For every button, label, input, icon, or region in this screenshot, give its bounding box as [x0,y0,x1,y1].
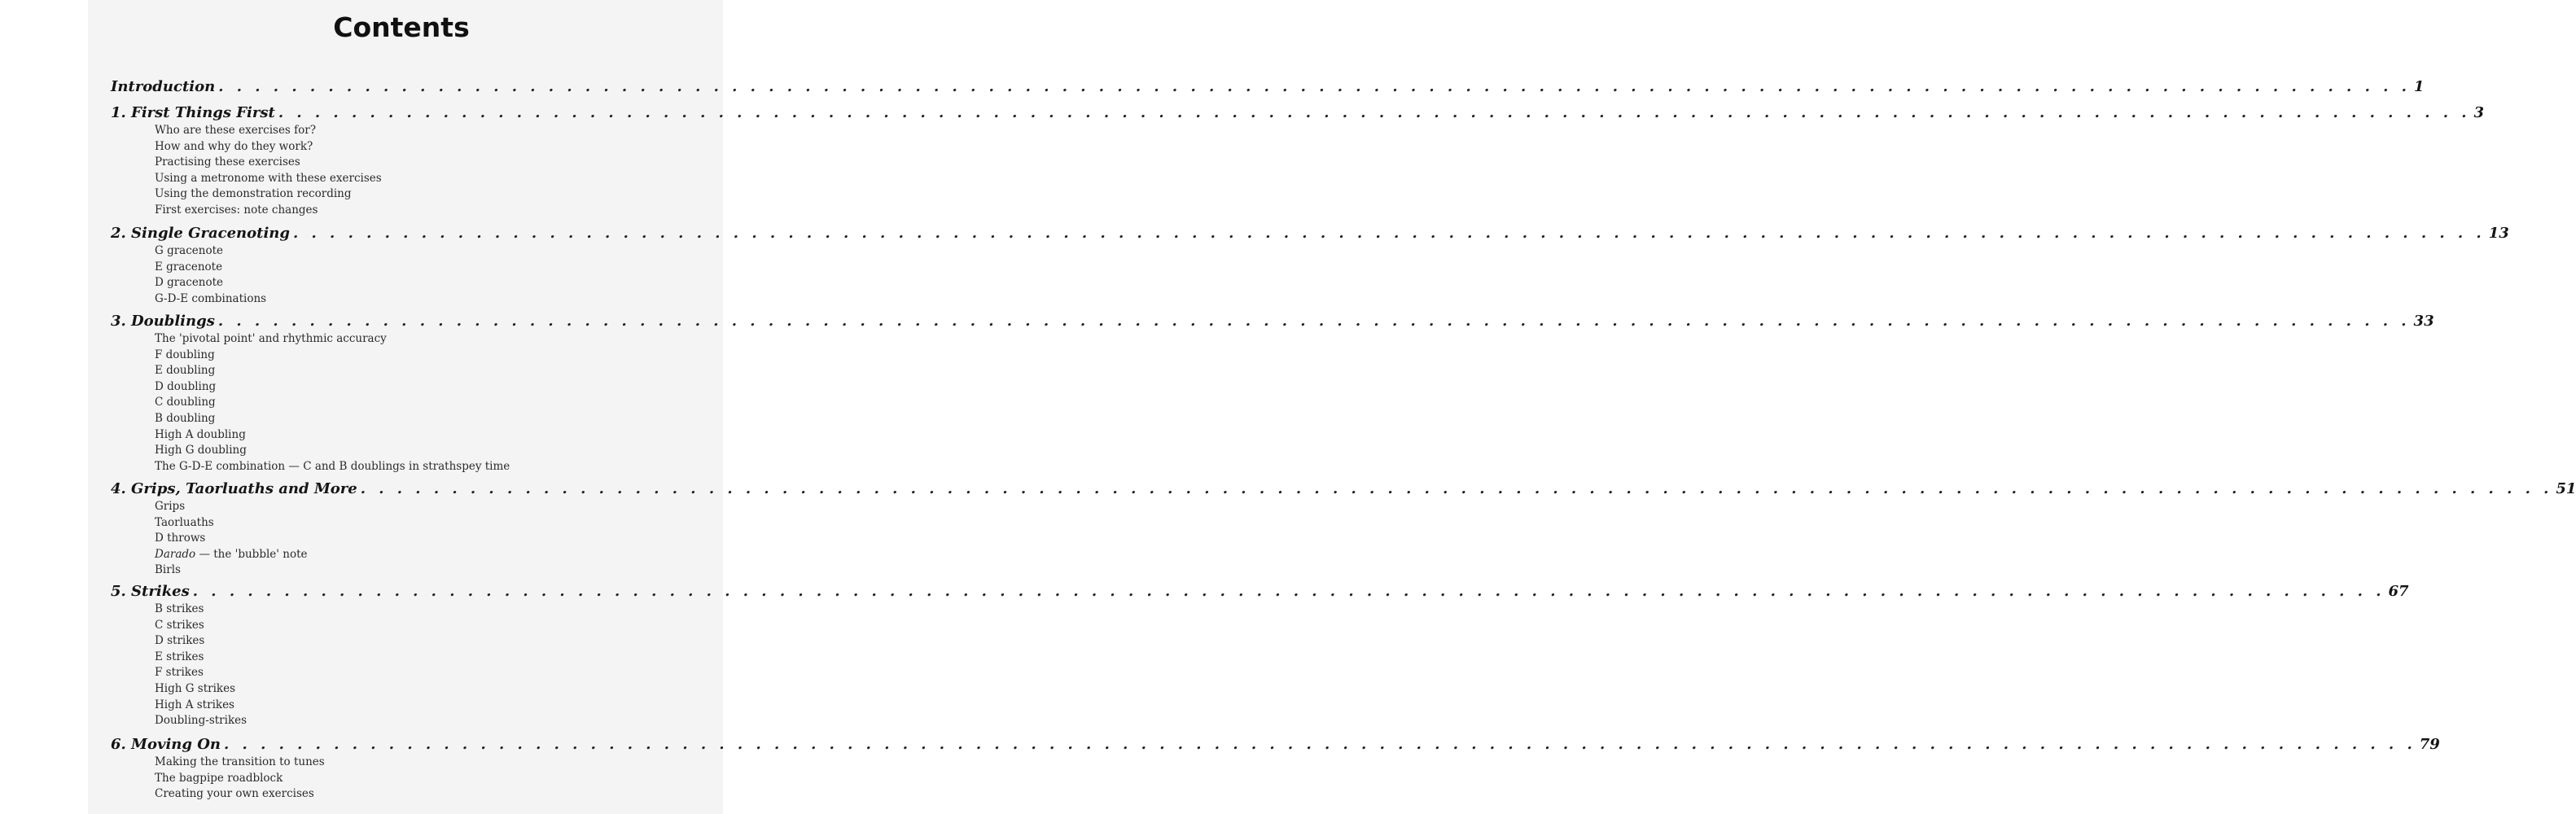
toc-chapter-entry[interactable] [111,78,2425,95]
toc-subsection: C strikes [155,618,204,632]
toc-chapter-entry[interactable] [111,313,2434,330]
toc-subsection: D throws [155,532,206,545]
toc-subsection: D doubling [155,379,217,393]
toc-subsection: Birls [155,563,181,577]
toc-subsection: Creating your own exercises [155,787,314,801]
dot-leader: . . . . . . . . . . . . . . . . . . . . . . . . . . . . . . . . . . . . . . . . . . . . . . . . . . . . . . . . . . . . . . . . . . . . . . . . . . . . . . . . . . . . . . . . . . . . . . . . . . . . . . . . . . . . . . . . . . . . . . . . [360,480,2553,497]
toc-subsection: F strikes [155,666,204,680]
chapter-title: 1. First Things First [111,104,275,121]
chapter-page-number: 33 [2413,313,2434,330]
toc-subsection: Who are these exercises for? [155,124,316,137]
toc-subsection: Darado — the 'bubble' note [155,547,308,561]
toc-subsection: How and why do they work? [155,139,313,153]
toc-subsection: E strikes [155,650,204,663]
toc-chapter-entry[interactable] [111,480,2576,497]
chapter-title: 5. Strikes [111,583,190,600]
toc-subsection: E doubling [155,364,216,378]
toc-subsection: Practising these exercises [155,155,300,169]
toc-subsection: D strikes [155,634,205,648]
chapter-title: 2. Single Gracenoting [111,225,290,242]
toc-subsection: E gracenote [155,260,223,274]
toc-subsection: B strikes [155,602,204,615]
chapter-title: 6. Moving On [111,736,221,753]
toc-subsection: First exercises: note changes [155,204,318,217]
dot-leader: . . . . . . . . . . . . . . . . . . . . . . . . . . . . . . . . . . . . . . . . . . . . . . . . . . . . . . . . . . . . . . . . . . . . . . . . . . . . . . . . . . . . . . . . . . . . . . . . . . . . . . . . . . . . . . . . . . . . . . . . [278,104,2471,121]
dot-leader: . . . . . . . . . . . . . . . . . . . . . . . . . . . . . . . . . . . . . . . . . . . . . . . . . . . . . . . . . . . . . . . . . . . . . . . . . . . . . . . . . . . . . . . . . . . . . . . . . . . . . . . . . . . . . . . . . . . . . . . . [218,78,2411,95]
chapter-page-number: 67 [2388,583,2409,600]
toc-chapter-entry[interactable] [111,583,2409,600]
toc-subsection: High A strikes [155,698,234,711]
chapter-page-number: 1 [2413,78,2425,95]
chapter-title: Introduction [111,78,216,95]
toc-chapter-entry[interactable] [111,736,2440,753]
toc-subsection: D gracenote [155,276,224,290]
toc-subsection: F doubling [155,348,215,361]
toc-subsection: The 'pivotal point' and rhythmic accuracy [155,332,387,345]
toc-subsection: The bagpipe roadblock [155,771,283,785]
chapter-page-number: 51 [2556,480,2576,497]
dot-leader: . . . . . . . . . . . . . . . . . . . . . . . . . . . . . . . . . . . . . . . . . . . . . . . . . . . . . . . . . . . . . . . . . . . . . . . . . . . . . . . . . . . . . . . . . . . . . . . . . . . . . . . . . . . . . . . . . . . . . . . . [292,225,2486,242]
toc-subsection: High G doubling [155,444,247,457]
chapter-page-number: 3 [2473,104,2485,121]
toc-subsection: The G-D-E combination — C and B doublings in strathspey time [155,459,510,473]
dot-leader: . . . . . . . . . . . . . . . . . . . . . . . . . . . . . . . . . . . . . . . . . . . . . . . . . . . . . . . . . . . . . . . . . . . . . . . . . . . . . . . . . . . . . . . . . . . . . . . . . . . . . . . . . . . . . . . . . . . . . . . . [192,583,2385,600]
page-title: Contents [333,11,470,43]
dot-leader: . . . . . . . . . . . . . . . . . . . . . . . . . . . . . . . . . . . . . . . . . . . . . . . . . . . . . . . . . . . . . . . . . . . . . . . . . . . . . . . . . . . . . . . . . . . . . . . . . . . . . . . . . . . . . . . . . . . . . . . . [217,313,2411,330]
toc-chapter-entry[interactable] [111,104,2485,121]
toc-subsection: High A doubling [155,427,246,441]
toc-subsection: High G strikes [155,682,236,695]
toc-subsection: Making the transition to tunes [155,755,325,768]
toc-subsection: Doubling-strikes [155,714,248,728]
toc-subsection: B doubling [155,412,216,425]
toc-subsection: Grips [155,500,186,513]
dot-leader: . . . . . . . . . . . . . . . . . . . . . . . . . . . . . . . . . . . . . . . . . . . . . . . . . . . . . . . . . . . . . . . . . . . . . . . . . . . . . . . . . . . . . . . . . . . . . . . . . . . . . . . . . . . . . . . . . . . . . . . . [224,736,2416,753]
toc-subsection: Taorluaths [155,515,214,529]
chapter-title: 3. Doublings [111,313,215,330]
chapter-title: 4. Grips, Taorluaths and More [111,480,357,497]
toc-subsection: Using a metronome with these exercises [155,171,382,185]
toc-subsection: Using the demonstration recording [155,187,352,201]
chapter-page-number: 13 [2488,225,2509,242]
toc-chapter-entry[interactable] [111,225,2509,242]
toc-subsection: G-D-E combinations [155,291,267,305]
toc-subsection: G gracenote [155,244,224,257]
toc-subsection: C doubling [155,396,216,409]
chapter-page-number: 79 [2419,736,2440,753]
